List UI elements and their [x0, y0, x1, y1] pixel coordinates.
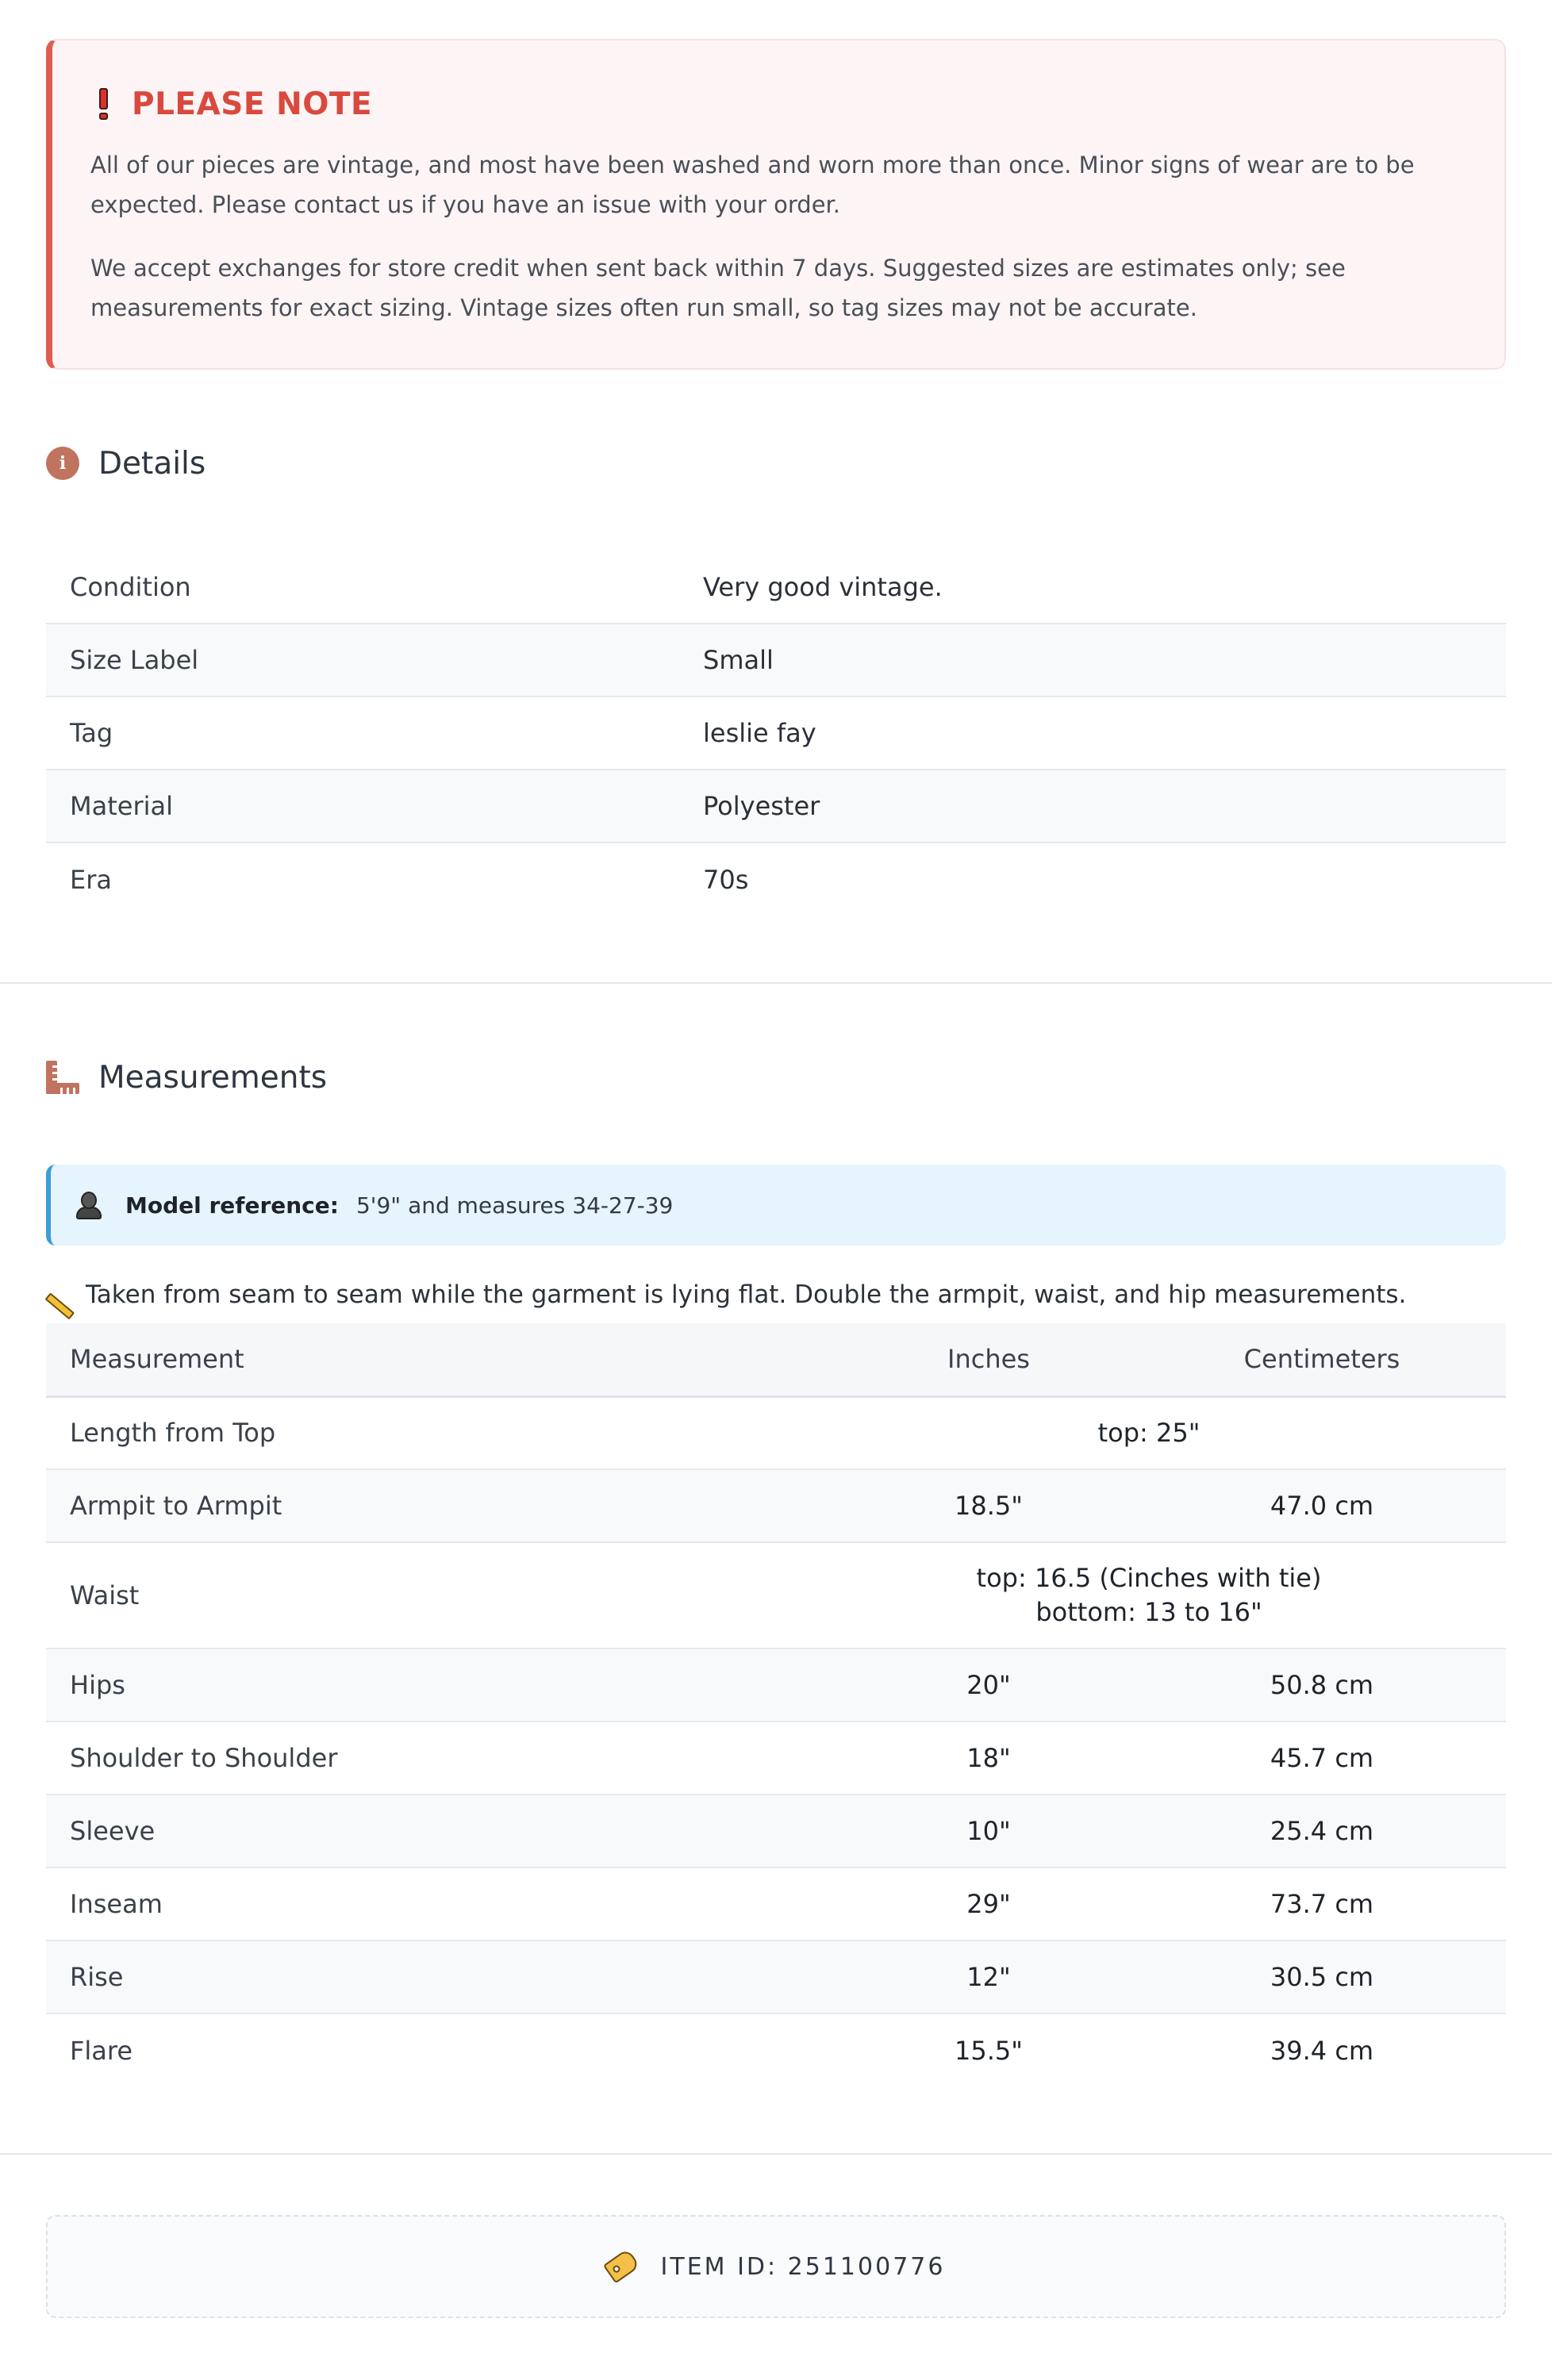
note-header [90, 83, 1465, 125]
detail-value: Very good vintage. [703, 551, 1506, 624]
detail-value: Small [703, 624, 1506, 697]
measurement-value: top: 25" [839, 1396, 1506, 1469]
measurement-name: Length from Top [46, 1396, 839, 1469]
measurement-inches: 18" [839, 1722, 1138, 1795]
detail-label: Condition [46, 551, 703, 624]
item-id-box [46, 2215, 1506, 2318]
model-reference-value: 5'9" and measures 34-27-39 [355, 1192, 674, 1219]
tag-icon [602, 2248, 640, 2285]
table-row [46, 2013, 1506, 2086]
table-header-row [46, 1323, 1506, 1396]
table-row [46, 1649, 1506, 1722]
detail-label: Size Label [46, 624, 703, 697]
measurements-header [46, 1054, 1506, 1101]
model-reference-box [46, 1165, 1506, 1246]
table-row [46, 1868, 1506, 1940]
pencil-icon [46, 1280, 76, 1310]
item-id-label: ITEM ID: 251100776 [660, 2252, 946, 2281]
details-header [46, 440, 1506, 487]
measurement-cm: 73.7 cm [1138, 1868, 1506, 1940]
measurement-name: Inseam [46, 1868, 839, 1940]
measurement-value [839, 1542, 1506, 1649]
info-icon: i [46, 447, 79, 480]
ruler-icon [46, 1061, 79, 1094]
table-row [46, 1469, 1506, 1542]
detail-label: Tag [46, 697, 703, 770]
measurement-name: Hips [46, 1649, 839, 1722]
waist-bottom-value: bottom: 13 to 16" [1035, 1597, 1262, 1627]
measurement-inches: 10" [839, 1795, 1138, 1868]
measurement-inches: 18.5" [839, 1469, 1138, 1542]
table-row [46, 843, 1506, 916]
note-paragraph-2: We accept exchanges for store credit when sent back within 7 days. Suggested sizes are estimates only; see measurements for exact sizing. Vintage sizes often run small, so tag sizes may not be accurate. [90, 255, 1346, 321]
detail-value: leslie fay [703, 697, 1506, 770]
table-row [46, 551, 1506, 624]
table-row [46, 624, 1506, 697]
header-measurement: Measurement [46, 1323, 839, 1396]
please-note-box [46, 39, 1506, 370]
table-row [46, 697, 1506, 770]
measurement-name: Flare [70, 2035, 133, 2066]
table-row [46, 1542, 1506, 1649]
measurement-cm: 47.0 cm [1138, 1469, 1506, 1542]
measurement-cm: 30.5 cm [1138, 1940, 1506, 2013]
measurement-name: Shoulder to Shoulder [46, 1722, 839, 1795]
table-row [46, 770, 1506, 843]
product-info-page [0, 39, 1552, 916]
measurement-inches: 15.5" [955, 2035, 1023, 2066]
details-title: Details [98, 445, 206, 482]
measurement-name: Armpit to Armpit [46, 1469, 839, 1542]
measurement-note-text: Taken from seam to seam while the garment is lying flat. Double the armpit, waist, and hip measurements. [86, 1280, 1407, 1309]
details-table [46, 551, 1506, 916]
detail-label: Era [70, 864, 112, 895]
measurement-cm: 50.8 cm [1138, 1649, 1506, 1722]
measurement-cm: 25.4 cm [1138, 1795, 1506, 1868]
table-row [46, 1795, 1506, 1868]
measurements-title: Measurements [98, 1059, 328, 1096]
measurement-name: Sleeve [46, 1795, 839, 1868]
measurements-table [46, 1323, 1506, 2086]
measurement-cm: 45.7 cm [1138, 1722, 1506, 1795]
note-title: PLEASE NOTE [132, 86, 373, 122]
note-paragraph-1: All of our pieces are vintage, and most have been washed and worn more than once. Minor signs of wear are to be expected. Please contact us if you have an issue with your order. [90, 152, 1415, 218]
section-divider [0, 2153, 1552, 2155]
section-divider [0, 982, 1552, 984]
model-reference-label: Model reference: [125, 1192, 339, 1219]
measurement-note [46, 1277, 1506, 1312]
detail-label: Material [46, 770, 703, 843]
measurement-inches: 12" [839, 1940, 1138, 2013]
table-row [46, 1396, 1506, 1469]
header-centimeters: Centimeters [1138, 1323, 1506, 1396]
table-row [46, 1940, 1506, 2013]
measurement-name: Rise [46, 1940, 839, 2013]
waist-top-value: top: 16.5 (Cinches with tie) [976, 1563, 1322, 1593]
table-row [46, 1722, 1506, 1795]
measurement-cm: 39.4 cm [1270, 2035, 1374, 2066]
measurement-inches: 29" [839, 1868, 1138, 1940]
detail-value: 70s [703, 864, 749, 895]
measurement-inches: 20" [839, 1649, 1138, 1722]
person-icon [75, 1191, 103, 1219]
header-inches: Inches [839, 1323, 1138, 1396]
detail-value: Polyester [703, 770, 1506, 843]
exclamation-icon [98, 88, 108, 120]
measurement-name: Waist [46, 1542, 839, 1649]
